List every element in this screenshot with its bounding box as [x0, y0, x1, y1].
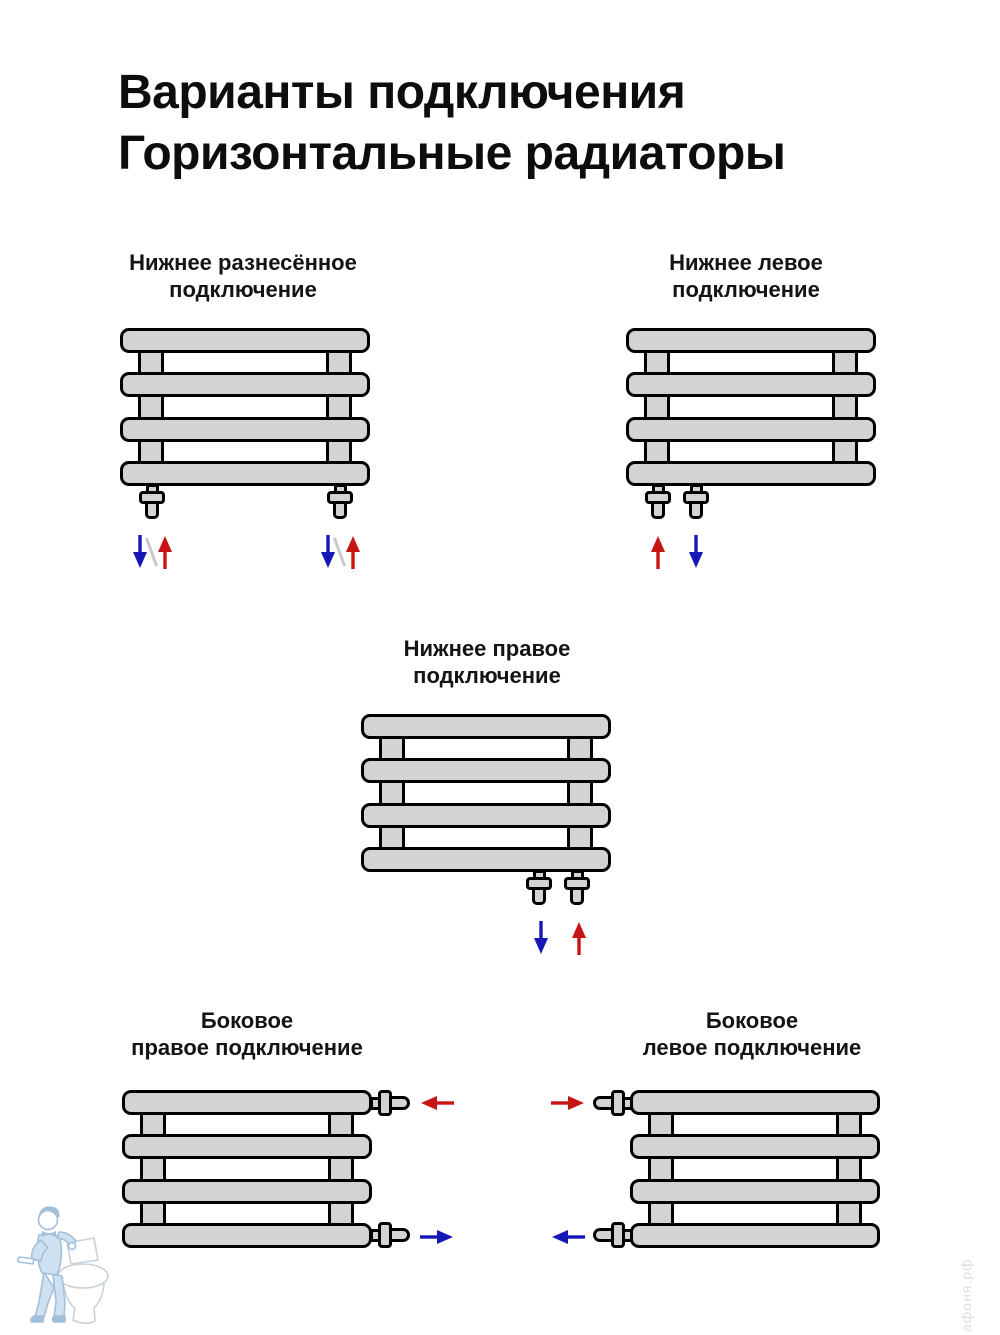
radiator-tube — [626, 461, 876, 486]
supply-flow-arrow-icon — [571, 921, 587, 955]
radiator-collector — [648, 1100, 674, 1238]
valve-fitting — [683, 484, 709, 519]
plumber-with-toilet-logo-icon — [14, 1202, 116, 1330]
radiator-tube — [626, 417, 876, 442]
radiator-graphic-bottom-spread — [120, 328, 370, 486]
supply-flow-arrow-icon — [551, 1095, 585, 1111]
radiator-collector — [326, 338, 352, 476]
radiator-graphic-side-right — [122, 1090, 372, 1248]
valve-fitting — [139, 484, 165, 519]
valve-pipe — [389, 1096, 410, 1110]
radiator-collector — [567, 724, 593, 862]
label-line: Нижнее правое — [403, 636, 571, 661]
label-line: Боковое — [705, 1008, 799, 1033]
radiator-tube — [630, 1223, 880, 1248]
label-line: правое подключение — [131, 1035, 363, 1060]
valve-nut — [683, 491, 709, 504]
radiator-collector — [836, 1100, 862, 1238]
radiator-collector — [140, 1100, 166, 1238]
label-line: Нижнее левое — [669, 250, 823, 275]
radiator-tube — [626, 328, 876, 353]
radiator-tube — [120, 328, 370, 353]
flow-separator-slash-icon — [334, 536, 344, 568]
radiator-collector — [138, 338, 164, 476]
valve-fitting — [645, 484, 671, 519]
valve-fitting — [564, 870, 590, 905]
page-title-line1: Варианты подключения — [118, 66, 686, 119]
radiator-collector — [328, 1100, 354, 1238]
valve-nut — [564, 877, 590, 890]
radiator-tube — [626, 372, 876, 397]
radiator-collector — [379, 724, 405, 862]
radiator-graphic-side-left — [630, 1090, 880, 1248]
radiator-tube — [361, 847, 611, 872]
radiator-collector — [644, 338, 670, 476]
radiator-tube — [361, 714, 611, 739]
supply-flow-arrow-icon — [345, 535, 361, 569]
radiator-graphic-bottom-left — [626, 328, 876, 486]
valve-fitting — [593, 1090, 633, 1116]
radiator-tube — [122, 1179, 372, 1204]
valve-fitting — [370, 1090, 410, 1116]
radiator-tube — [630, 1134, 880, 1159]
valve-nut — [139, 491, 165, 504]
radiator-graphic-bottom-right — [361, 714, 611, 872]
valve-pipe — [389, 1228, 410, 1242]
label-line: Нижнее разнесённое — [129, 250, 357, 275]
radiator-tube — [122, 1090, 372, 1115]
page-title-line2: Горизонтальные радиаторы — [118, 127, 786, 180]
watermark-edge-text: афоня.рф — [958, 1258, 974, 1332]
radiator-tube — [361, 803, 611, 828]
valve-nut — [526, 877, 552, 890]
label-line: подключение — [169, 277, 317, 302]
flow-separator-slash-icon — [146, 536, 156, 568]
radiator-tube — [361, 758, 611, 783]
radiator-tube — [120, 372, 370, 397]
radiator-tube — [120, 417, 370, 442]
radiator-tube — [122, 1223, 372, 1248]
label-line: подключение — [672, 277, 820, 302]
radiator-tube — [122, 1134, 372, 1159]
diagram-label-bottom-right — [337, 635, 637, 689]
radiator-tube — [630, 1090, 880, 1115]
return-flow-arrow-icon — [688, 535, 704, 569]
radiator-collector — [832, 338, 858, 476]
return-flow-arrow-icon — [420, 1229, 454, 1245]
label-line: левое подключение — [642, 1035, 862, 1060]
return-flow-arrow-icon — [533, 921, 549, 955]
diagram-label-side-right — [97, 1007, 397, 1061]
valve-nut — [611, 1222, 625, 1248]
valve-nut — [378, 1222, 392, 1248]
valve-nut — [327, 491, 353, 504]
radiator-tube — [630, 1179, 880, 1204]
valve-fitting — [593, 1222, 633, 1248]
label-line: Боковое — [200, 1008, 294, 1033]
supply-flow-arrow-icon — [650, 535, 666, 569]
valve-fitting — [370, 1222, 410, 1248]
valve-nut — [378, 1090, 392, 1116]
supply-flow-arrow-icon — [157, 535, 173, 569]
valve-fitting — [327, 484, 353, 519]
diagram-label-bottom-left — [596, 249, 896, 303]
valve-fitting — [526, 870, 552, 905]
valve-nut — [645, 491, 671, 504]
radiator-tube — [120, 461, 370, 486]
return-flow-arrow-icon — [551, 1229, 585, 1245]
page-title — [118, 62, 785, 184]
valve-nut — [611, 1090, 625, 1116]
diagram-label-side-left — [602, 1007, 902, 1061]
supply-flow-arrow-icon — [420, 1095, 454, 1111]
diagram-label-bottom-spread — [93, 249, 393, 303]
label-line: подключение — [413, 663, 561, 688]
